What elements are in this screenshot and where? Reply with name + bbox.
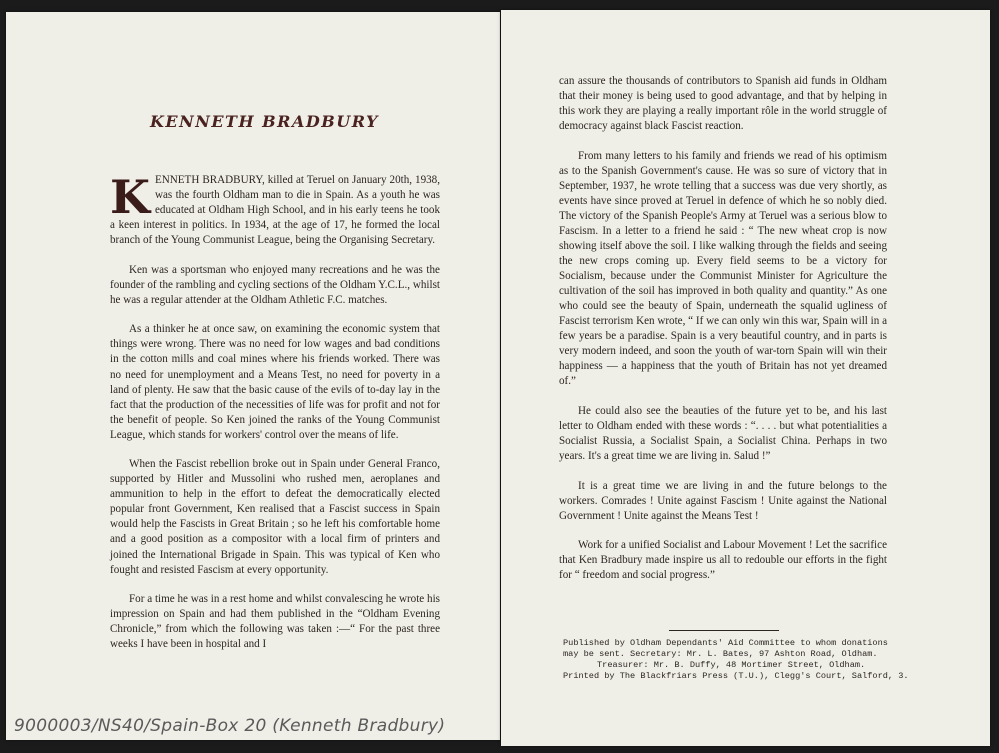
paragraph-unified-movement: Work for a unified Socialist and Labour Movement ! Let the sacrifice that Ken Bradbury made inspire us all to redouble our efforts in the fight for “ freedom and social progress.” — [559, 539, 887, 582]
imprint-publisher: Published by Oldham Dependants' Aid Committee to whom donations — [563, 638, 888, 648]
paragraph-intro-text: ENNETH BRADBURY, killed at Teruel on January 20th, 1938, was the fourth Oldham man to die in Spain. As a youth he was educated at Oldham High School, and in his early teens he took a keen interest in politics. In 1934, at the age of 17, he formed the local branch of the Young Communist League, being the Organising Secretary. — [110, 174, 440, 247]
paragraph-letters: From many letters to his family and friends we read of his optimism as to the Spanish Government's cause. He was so sure of victory that in September, 1937, he wrote telling that a success was due very shortly, as events have since proved at Teruel in defence of which he so nobly died. The victory of the Spanish People's Army at Teruel was a serious blow to Fascism. In a letter to a friend he said : “ The new wheat crop is now showing itself above the soil. I like walking through the fields and seeing the new crops coming up. Every field seems to be a victory for Socialism, because under the Communist Minister for Agriculture the cultivation of the soil has improved in both quality and quantity.” As one who could see the beauty of Spain, underneath the squalid ugliness of Fascist terrorism Ken wrote, “ If we can only win this war, Spain will in a few years be a paradise. Spain is a very beautiful country, and in parts is very modern indeed, and soon the youth of war-torn Spain will win their happiness — a happiness that the youth of Britain has not yet dreamed of.” — [559, 149, 887, 388]
right-column — [559, 74, 887, 598]
paragraph-thinker: As a thinker he at once saw, on examining the economic system that things were wrong. There was no need for low wages and bad conditions in the cotton mills and coal mines where his friends worked. There was no need for unemployment and a Means Test, no need for poverty in a land of plenty. He saw that the basic cause of the evils of to-day lay in the fact that the production of the necessities of life was for profit and not for the benefit of people. So Ken joined the ranks of the Young Communist League, which stands for workers' control over the means of life. — [110, 323, 440, 441]
paragraph-last-letter: He could also see the beauties of the future yet to be, and his last letter to Oldham ended with these words : “. . . . but what potentialities a Socialist Russia, a Socialist Spain, a Socialist China. Perhaps in two years. It's a great time we are living in. Salud !” — [559, 404, 887, 463]
paragraph-great-time: It is a great time we are living in and the future belongs to the workers. Comrades ! Unite against Fascism ! Unite against the National Government ! Unite against the Means Test ! — [559, 479, 887, 522]
paragraph-fascist-rebellion: When the Fascist rebellion broke out in Spain under General Franco, supported by Hitler and Mussolini who rushed men, aeroplanes and ammunition to help in the effort to defeat the democratically elected popular front Government, Ken realised that a Fascist success in Spain would help the Fascists in Great Britain ; so he left his comfortable home and a good position as a compositor with a local firm of printers and joined the International Brigade in Spain. This was typical of Ken who fought and resisted Fascism at every opportunity. — [110, 458, 440, 576]
paragraph-continued: can assure the thousands of contributors to Spanish aid funds in Oldham that their money is being used to good advantage, and that by helping in this work they are playing a really important rôle in the world struggle of democracy against black Fascist reaction. — [559, 75, 887, 133]
archive-reference-note: 9000003/NS40/Spain-Box 20 (Kenneth Bradbury) — [14, 716, 446, 736]
imprint-treasurer: Treasurer: Mr. B. Duffy, 48 Mortimer Street, Oldham. — [597, 660, 866, 670]
paragraph-sportsman: Ken was a sportsman who enjoyed many recreations and he was the founder of the rambling and cycling sections of the Oldham Y.C.L., whilst he was a regular attender at the Oldham Athletic F.C. matches. — [110, 263, 440, 306]
imprint-printer: Printed by The Blackfriars Press (T.U.), Clegg's Court, Salford, 3. — [563, 671, 909, 681]
left-column — [110, 170, 440, 667]
drop-cap: K — [110, 170, 150, 224]
paragraph-intro — [110, 170, 440, 248]
paragraph-rest-home: For a time he was in a rest home and whilst convalescing he wrote his impression on Spain and had them published in the “Oldham Evening Chronicle,” from which the following was taken :—“ For the past three weeks I have been in hospital and I — [110, 593, 440, 651]
page-title: KENNETH BRADBURY — [150, 112, 379, 131]
imprint-secretary: may be sent. Secretary: Mr. L. Bates, 97 Ashton Road, Oldham. — [563, 649, 878, 659]
imprint-divider — [669, 630, 779, 631]
